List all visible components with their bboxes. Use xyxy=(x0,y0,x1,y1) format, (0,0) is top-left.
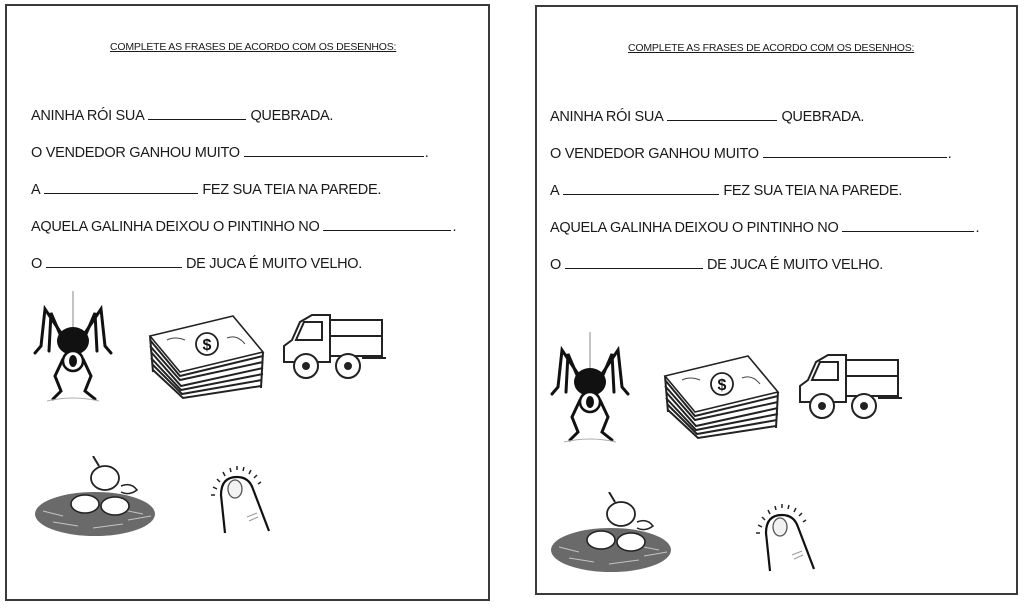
sentence-3 xyxy=(31,179,456,216)
sentence-1 xyxy=(31,105,456,142)
worksheet-right xyxy=(535,5,1018,595)
fill-in-blank[interactable] xyxy=(763,143,947,158)
money-stack-icon xyxy=(145,310,265,402)
sentence-text-after: DE JUCA É MUITO VELHO. xyxy=(706,257,884,273)
svg-text:$: $ xyxy=(717,377,727,394)
sentence-text-after: QUEBRADA. xyxy=(250,108,334,124)
sentence-text-after: . xyxy=(975,220,980,236)
sentence-text-after: FEZ SUA TEIA NA PAREDE. xyxy=(202,182,382,198)
fill-in-blank[interactable] xyxy=(46,253,182,268)
sentence-text-before: A xyxy=(31,182,41,198)
sentence-4 xyxy=(31,216,456,253)
sentence-text-after: QUEBRADA. xyxy=(781,109,865,125)
sentence-text-before: AQUELA GALINHA DEIXOU O PINTINHO NO xyxy=(550,220,839,236)
sentence-2 xyxy=(550,143,979,180)
spider-icon xyxy=(33,291,113,406)
sentence-text-before: O xyxy=(31,256,42,272)
sentence-list xyxy=(31,105,456,290)
sentence-text-after: . xyxy=(947,146,952,162)
sentence-text-before: O VENDEDOR GANHOU MUITO xyxy=(550,146,759,162)
chick-in-nest-icon xyxy=(33,456,158,541)
sentence-text-after: . xyxy=(424,145,429,161)
worksheet-title: COMPLETE AS FRASES DE ACORDO COM OS DESENHOS: xyxy=(110,41,397,53)
sentence-text-before: ANINHA RÓI SUA xyxy=(550,109,664,125)
sentence-4 xyxy=(550,217,979,254)
fill-in-blank[interactable] xyxy=(842,217,974,232)
fill-in-blank[interactable] xyxy=(244,142,424,157)
sentence-text-before: O xyxy=(550,257,561,273)
fill-in-blank[interactable] xyxy=(667,106,777,121)
spider-icon xyxy=(550,332,630,447)
fill-in-blank[interactable] xyxy=(563,180,719,195)
sentence-list xyxy=(550,106,979,291)
sentence-text-after: . xyxy=(452,219,457,235)
sentence-text-after: DE JUCA É MUITO VELHO. xyxy=(185,256,363,272)
sentence-text-before: ANINHA RÓI SUA xyxy=(31,108,145,124)
worksheet-title: COMPLETE AS FRASES DE ACORDO COM OS DESENHOS: xyxy=(628,42,915,54)
sentence-5 xyxy=(550,254,979,291)
fill-in-blank[interactable] xyxy=(565,254,703,269)
money-stack-icon xyxy=(660,350,780,442)
chick-in-nest-icon xyxy=(549,492,674,577)
worksheet-left xyxy=(5,4,490,601)
svg-text:$: $ xyxy=(202,337,212,354)
fill-in-blank[interactable] xyxy=(44,179,198,194)
truck-icon xyxy=(798,350,904,426)
finger-nail-icon xyxy=(207,461,277,541)
fill-in-blank[interactable] xyxy=(148,105,246,120)
finger-nail-icon xyxy=(752,499,822,579)
sentence-text-after: FEZ SUA TEIA NA PAREDE. xyxy=(723,183,903,199)
truck-icon xyxy=(282,310,388,386)
sentence-text-before: O VENDEDOR GANHOU MUITO xyxy=(31,145,240,161)
sentence-3 xyxy=(550,180,979,217)
sentence-5 xyxy=(31,253,456,290)
sentence-text-before: A xyxy=(550,183,560,199)
fill-in-blank[interactable] xyxy=(323,216,451,231)
sentence-text-before: AQUELA GALINHA DEIXOU O PINTINHO NO xyxy=(31,219,320,235)
sentence-1 xyxy=(550,106,979,143)
sentence-2 xyxy=(31,142,456,179)
